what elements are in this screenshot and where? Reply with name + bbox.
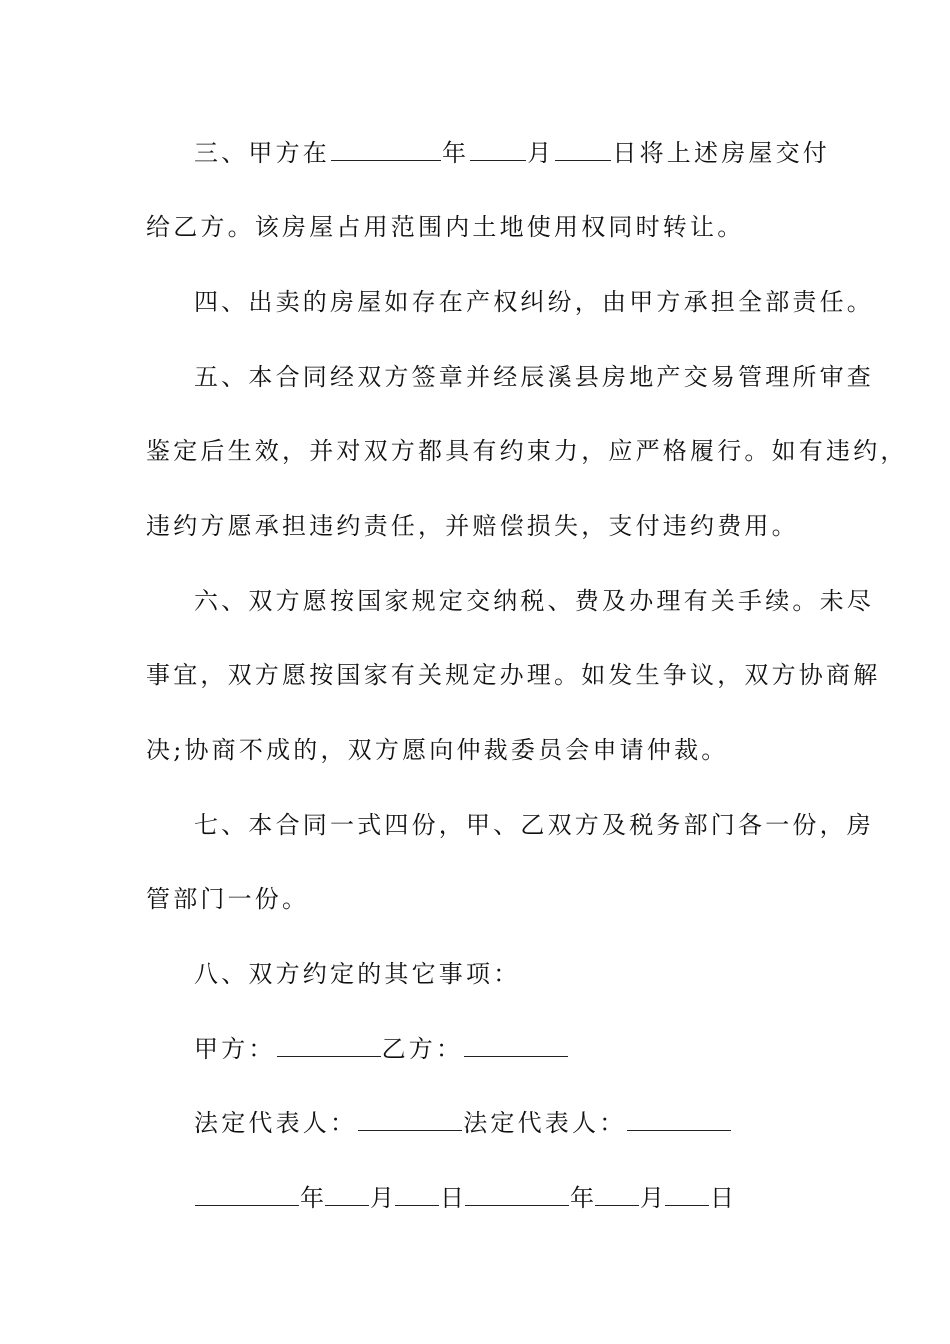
date-b-year-blank	[465, 1185, 569, 1206]
date-b-year-label: 年	[570, 1184, 594, 1212]
date-b-month-label: 月	[640, 1184, 664, 1212]
clause-5-line-3: 违约方愿承担违约责任，并赔偿损失，支付违约费用。	[146, 512, 799, 540]
clause-3-line-1	[194, 138, 831, 168]
date-a-month-blank	[325, 1185, 369, 1206]
clause-6-line-1: 六、双方愿按国家规定交纳税、费及办理有关手续。未尽	[194, 587, 874, 615]
party-a-blank	[277, 1036, 381, 1057]
clause-5-line-2: 鉴定后生效，并对双方都具有约束力，应严格履行。如有违约，	[146, 437, 908, 465]
month-label: 月	[527, 139, 555, 167]
date-a-year-blank	[195, 1185, 299, 1206]
legal-rep-a-label: 法定代表人：	[194, 1109, 358, 1137]
date-b-day-label: 日	[710, 1184, 734, 1212]
year-blank	[331, 140, 441, 161]
legal-rep-b-label: 法定代表人：	[463, 1109, 627, 1137]
date-a-day-label: 日	[440, 1184, 464, 1212]
legal-rep-a-blank	[358, 1110, 462, 1131]
date-signature-line	[194, 1183, 864, 1213]
party-b-blank	[464, 1036, 568, 1057]
date-a-day-blank	[395, 1185, 439, 1206]
clause-8: 八、双方约定的其它事项：	[194, 960, 521, 988]
clause-6-line-3: 决;协商不成的，双方愿向仲裁委员会申请仲裁。	[146, 736, 729, 764]
legal-rep-b-blank	[627, 1110, 731, 1131]
date-a-month-label: 月	[370, 1184, 394, 1212]
clause-5-line-1: 五、本合同经双方签章并经辰溪县房地产交易管理所审查	[194, 363, 874, 391]
month-blank	[470, 140, 526, 161]
clause-6-line-2: 事宜，双方愿按国家有关规定办理。如发生争议，双方协商解	[146, 661, 881, 689]
clause-3-text-end: 日将上述房屋交付	[612, 139, 831, 167]
year-label: 年	[442, 139, 470, 167]
clause-7-line-2: 管部门一份。	[146, 885, 310, 913]
party-a-label: 甲方：	[194, 1035, 276, 1063]
clause-4: 四、出卖的房屋如存在产权纠纷，由甲方承担全部责任。	[194, 288, 874, 316]
legal-rep-signature-line	[194, 1108, 864, 1138]
party-signature-line	[194, 1034, 864, 1064]
clause-3-line-2: 给乙方。该房屋占用范围内土地使用权同时转让。	[146, 213, 745, 241]
day-blank	[555, 140, 611, 161]
date-b-month-blank	[595, 1185, 639, 1206]
clause-3-text-start: 三、甲方在	[194, 139, 330, 167]
party-b-label: 乙方：	[381, 1035, 464, 1063]
clause-7-line-1: 七、本合同一式四份，甲、乙双方及税务部门各一份，房	[194, 811, 874, 839]
date-a-year-label: 年	[300, 1184, 324, 1212]
date-b-day-blank	[665, 1185, 709, 1206]
